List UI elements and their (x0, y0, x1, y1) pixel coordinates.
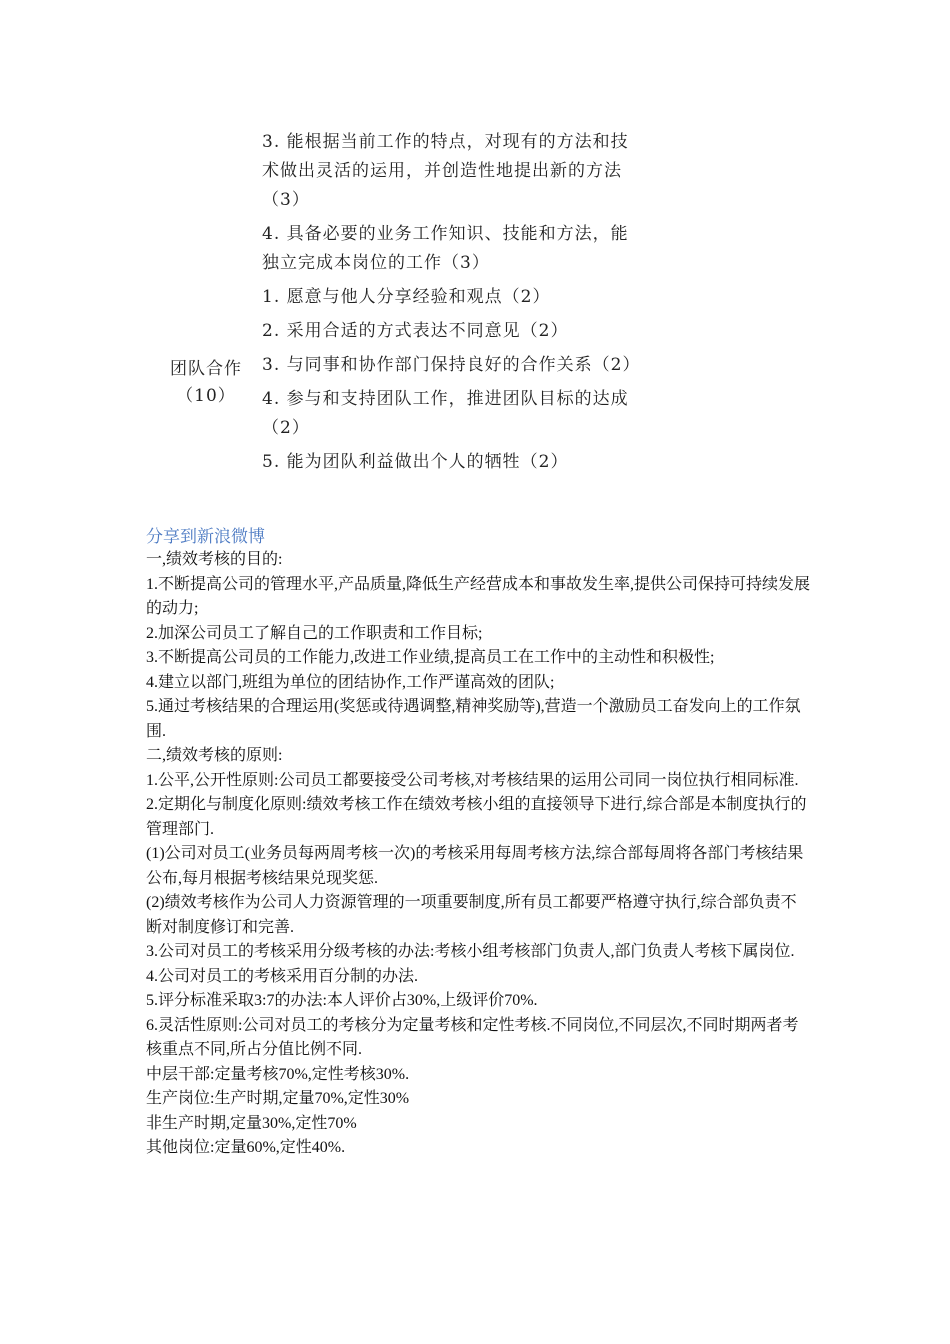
section-heading: 一,绩效考核的目的: (146, 551, 283, 568)
table-item: 1. 愿意与他人分享经验和观点（2） (262, 287, 551, 307)
table-items-cell (262, 283, 640, 482)
table-item: 3. 与同事和协作部门保持良好的合作关系（2） (262, 355, 641, 375)
paragraph: 4.建立以部门,班组为单位的团结协作,工作严谨高效的团队; (146, 673, 555, 691)
category-score: （10） (176, 385, 236, 406)
paragraph: 4.公司对员工的考核采用百分制的办法. (146, 967, 419, 985)
paragraph: 5.评分标准采取3:7的办法:本人评价占30%,上级评价70%. (146, 992, 538, 1009)
paragraph: 其他岗位:定量60%,定性40%. (146, 1139, 346, 1156)
table-item: 4. 具备必要的业务工作知识、技能和方法，能独立完成本岗位的工作（3） (262, 224, 629, 273)
paragraph: 3.不断提高公司员的工作能力,改进工作业绩,提高员工在工作中的主动性和积极性; (146, 649, 715, 666)
category-name: 团队合作 (170, 358, 242, 379)
paragraph: (1)公司对员工(业务员每两周考核一次)的考核采用每周考核方法,综合部每周将各部门考核结果公布,每月根据考核结果兑现奖惩. (146, 845, 804, 887)
competency-table (150, 128, 670, 482)
table-item: 4. 参与和支持团队工作，推进团队目标的达成（2） (262, 389, 629, 438)
paragraph: 生产岗位:生产时期,定量70%,定性30% (146, 1090, 410, 1107)
paragraph: 5.通过考核结果的合理运用(奖惩或待遇调整,精神奖励等),营造一个激励员工奋发向上的工作氛围. (146, 698, 801, 740)
paragraph: (2)绩效考核作为公司人力资源管理的一项重要制度,所有员工都要严格遵守执行,综合部负责不断对制度修订和完善. (146, 894, 797, 936)
table-item: 3. 能根据当前工作的特点，对现有的方法和技术做出灵活的运用，并创造性地提出新的方法（3） (262, 132, 629, 210)
paragraph: 2.加深公司员工了解自己的工作职责和工作目标; (146, 624, 483, 642)
document-body (146, 548, 810, 1161)
table-category-cell (150, 356, 262, 410)
table-items-cell (262, 128, 640, 283)
paragraph: 6.灵活性原则:公司对员工的考核分为定量考核和定性考核.不同岗位,不同层次,不同时期两者考核重点不同,所占分值比例不同. (146, 1016, 799, 1058)
paragraph: 3.公司对员工的考核采用分级考核的办法:考核小组考核部门负责人,部门负责人考核下属岗位. (146, 943, 795, 960)
section-heading: 二,绩效考核的原则: (146, 747, 283, 764)
table-item: 5. 能为团队利益做出个人的牺牲（2） (262, 452, 569, 472)
share-weibo-link[interactable]: 分享到新浪微博 (146, 527, 265, 547)
paragraph: 非生产时期,定量30%,定性70% (146, 1114, 357, 1132)
paragraph: 2.定期化与制度化原则:绩效考核工作在绩效考核小组的直接领导下进行,综合部是本制度执行的管理部门. (146, 796, 807, 838)
table-group-continued (150, 128, 670, 283)
paragraph: 1.公平,公开性原则:公司员工都要接受公司考核,对考核结果的运用公司同一岗位执行相同标准. (146, 771, 799, 789)
paragraph: 中层干部:定量考核70%,定性考核30%. (146, 1065, 410, 1083)
paragraph: 1.不断提高公司的管理水平,产品质量,降低生产经营成本和事故发生率,提供公司保持可持续发展的动力; (146, 575, 811, 617)
table-item: 2. 采用合适的方式表达不同意见（2） (262, 321, 569, 341)
table-group-team (150, 283, 670, 482)
